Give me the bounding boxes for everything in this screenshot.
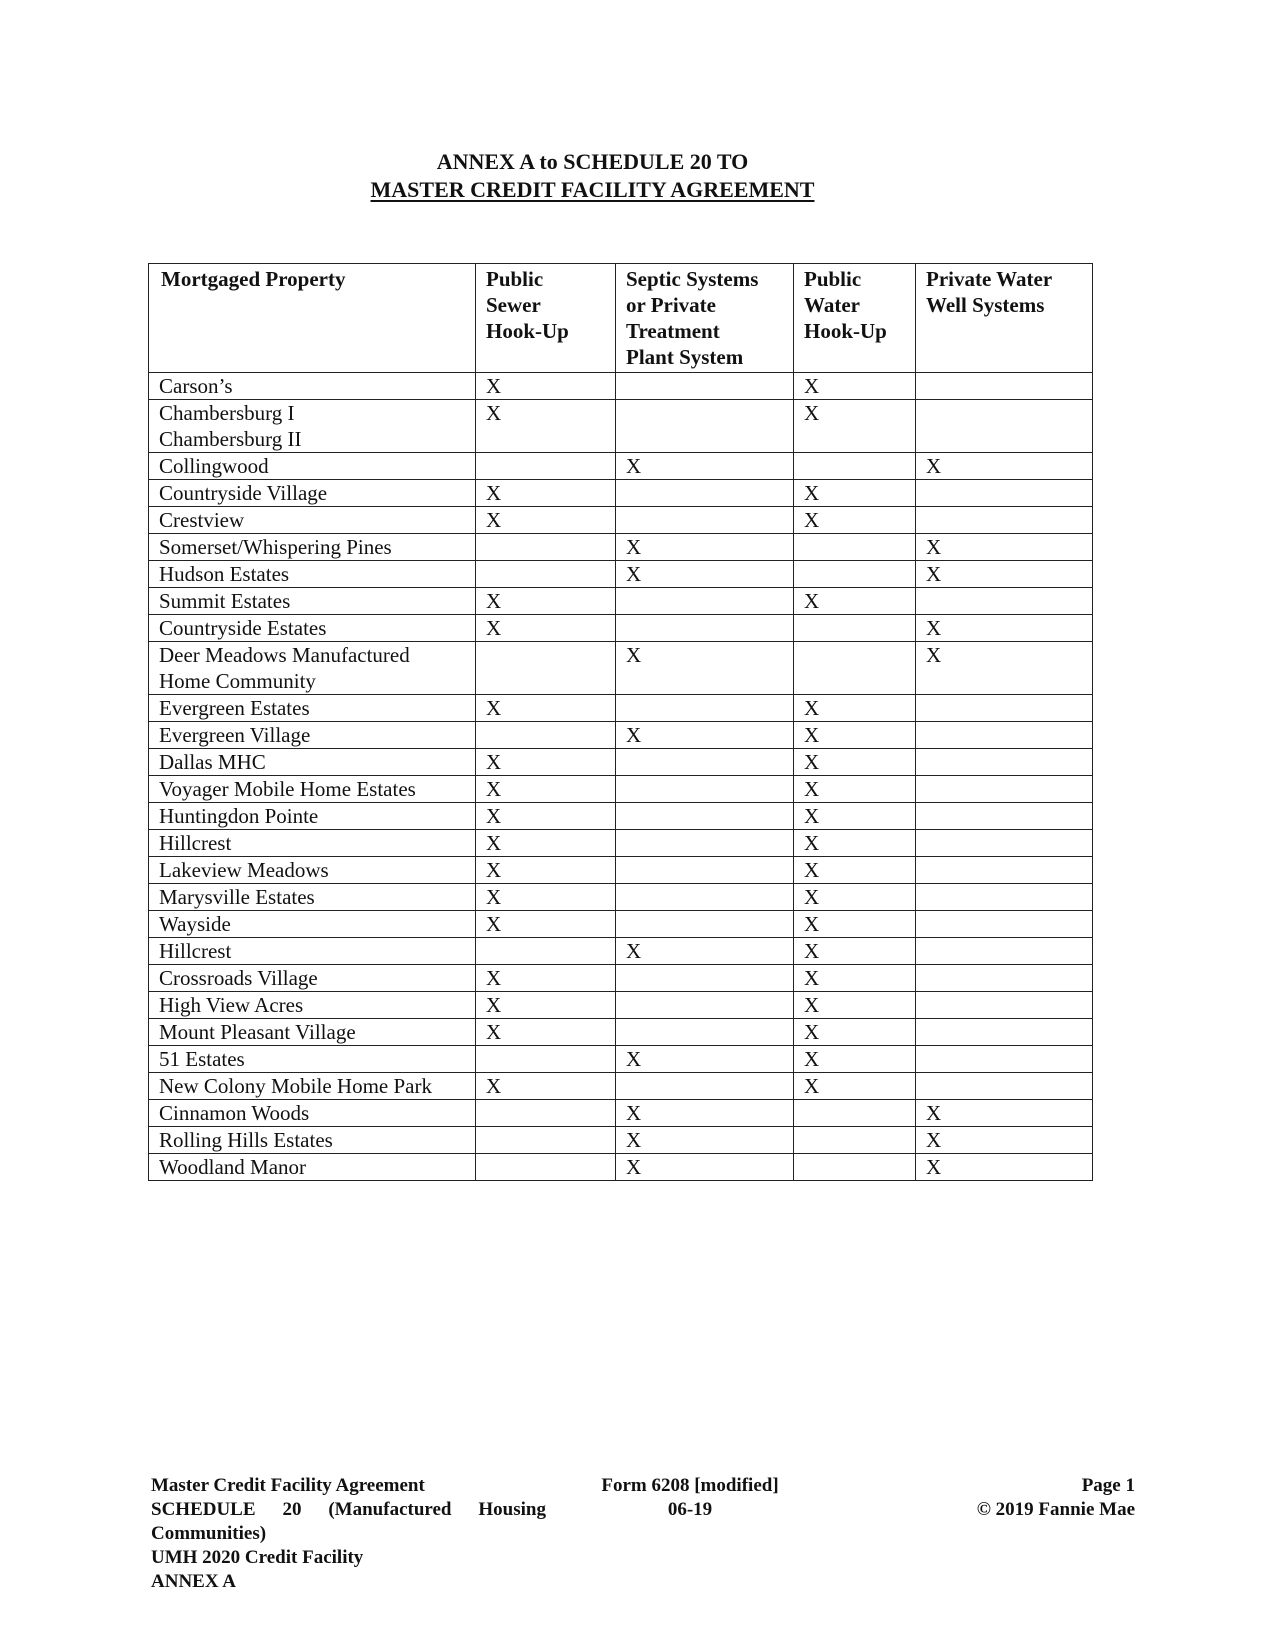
public-sewer-mark: [476, 938, 616, 965]
header-public-sewer: [476, 264, 616, 373]
footer-form-number: Form 6208 [modified]: [601, 1475, 779, 1496]
property-name: Crossroads Village: [159, 966, 318, 990]
private-well-mark: [916, 884, 1093, 911]
public-sewer-mark: [476, 1046, 616, 1073]
septic-system-mark: [616, 1073, 794, 1100]
property-name-cell: [149, 453, 476, 480]
public-water-mark: X: [794, 938, 916, 965]
private-well-mark: [916, 749, 1093, 776]
header-text-line: Hook-Up: [804, 319, 887, 343]
title-line-2: MASTER CREDIT FACILITY AGREEMENT: [370, 177, 815, 202]
public-sewer-mark: [476, 1154, 616, 1181]
property-name: Countryside Estates: [159, 616, 327, 640]
property-name: Dallas MHC: [159, 750, 266, 774]
property-table: [148, 263, 1093, 1181]
public-sewer-mark: X: [476, 776, 616, 803]
table-row: [149, 722, 1093, 749]
table-row: [149, 642, 1093, 695]
table-row: [149, 373, 1093, 400]
public-sewer-mark: [476, 453, 616, 480]
table-row: [149, 1046, 1093, 1073]
table-row: [149, 803, 1093, 830]
public-sewer-mark: [476, 722, 616, 749]
property-name: Chambersburg II: [159, 427, 302, 451]
property-name-cell: [149, 1046, 476, 1073]
public-sewer-mark: [476, 1100, 616, 1127]
property-name-cell: [149, 803, 476, 830]
public-water-mark: X: [794, 830, 916, 857]
property-name: Cinnamon Woods: [159, 1101, 310, 1125]
property-name: 51 Estates: [159, 1047, 245, 1071]
property-name-cell: [149, 561, 476, 588]
header-text-line: Septic Systems: [626, 267, 759, 291]
header-public-water: [794, 264, 916, 373]
private-well-mark: [916, 507, 1093, 534]
property-name-cell: [149, 749, 476, 776]
header-text-line: Mortgaged Property: [161, 267, 346, 291]
septic-system-mark: [616, 857, 794, 884]
property-name: Carson’s: [159, 374, 233, 398]
property-name-cell: [149, 1154, 476, 1181]
public-water-mark: X: [794, 480, 916, 507]
private-well-mark: [916, 803, 1093, 830]
property-name: Home Community: [159, 669, 316, 693]
property-name-cell: [149, 965, 476, 992]
property-name-cell: [149, 911, 476, 938]
public-sewer-mark: [476, 642, 616, 695]
septic-system-mark: [616, 830, 794, 857]
private-well-mark: [916, 588, 1093, 615]
property-name-cell: [149, 992, 476, 1019]
table-row: [149, 1019, 1093, 1046]
property-name-cell: [149, 830, 476, 857]
septic-system-mark: X: [616, 722, 794, 749]
private-well-mark: [916, 480, 1093, 507]
private-well-mark: X: [916, 534, 1093, 561]
property-name-cell: [149, 507, 476, 534]
public-water-mark: [794, 615, 916, 642]
header-text-line: Hook-Up: [486, 319, 569, 343]
private-well-mark: [916, 373, 1093, 400]
table-row: [149, 965, 1093, 992]
footer-communities: Communities): [151, 1523, 267, 1544]
public-sewer-mark: X: [476, 803, 616, 830]
public-sewer-mark: X: [476, 965, 616, 992]
public-sewer-mark: X: [476, 400, 616, 453]
private-well-mark: [916, 1073, 1093, 1100]
public-water-mark: [794, 1127, 916, 1154]
public-water-mark: X: [794, 695, 916, 722]
private-well-mark: X: [916, 453, 1093, 480]
septic-system-mark: X: [616, 534, 794, 561]
public-water-mark: X: [794, 1019, 916, 1046]
public-water-mark: X: [794, 749, 916, 776]
property-name: Collingwood: [159, 454, 269, 478]
footer-agreement-name: Master Credit Facility Agreement: [151, 1475, 425, 1496]
public-sewer-mark: X: [476, 480, 616, 507]
public-water-mark: X: [794, 400, 916, 453]
public-water-mark: X: [794, 776, 916, 803]
public-water-mark: X: [794, 803, 916, 830]
private-well-mark: X: [916, 1127, 1093, 1154]
public-sewer-mark: X: [476, 695, 616, 722]
septic-system-mark: X: [616, 1046, 794, 1073]
public-water-mark: X: [794, 1073, 916, 1100]
private-well-mark: [916, 695, 1093, 722]
septic-system-mark: [616, 480, 794, 507]
public-water-mark: X: [794, 857, 916, 884]
property-name: Evergreen Village: [159, 723, 311, 747]
table-row: [149, 453, 1093, 480]
property-name-cell: [149, 588, 476, 615]
footer-schedule-word: Housing: [478, 1499, 546, 1520]
footer-left: [151, 1474, 551, 1594]
public-water-mark: X: [794, 588, 916, 615]
public-water-mark: X: [794, 992, 916, 1019]
footer-form-date: 06-19: [667, 1499, 713, 1520]
header-text-line: Sewer: [486, 293, 541, 317]
public-sewer-mark: X: [476, 615, 616, 642]
public-water-mark: [794, 453, 916, 480]
septic-system-mark: X: [616, 938, 794, 965]
table-row: [149, 507, 1093, 534]
header-text-line: Private Water: [926, 267, 1053, 291]
property-name-cell: [149, 480, 476, 507]
property-name: Wayside: [159, 912, 231, 936]
public-sewer-mark: X: [476, 507, 616, 534]
private-well-mark: [916, 722, 1093, 749]
property-name-cell: [149, 1019, 476, 1046]
table-row: [149, 830, 1093, 857]
public-water-mark: [794, 642, 916, 695]
table-row: [149, 561, 1093, 588]
public-sewer-mark: X: [476, 749, 616, 776]
table-row: [149, 749, 1093, 776]
footer-schedule-word: 20: [282, 1499, 302, 1520]
public-sewer-mark: [476, 1127, 616, 1154]
septic-system-mark: [616, 507, 794, 534]
table-row: [149, 1073, 1093, 1100]
property-name: Summit Estates: [159, 589, 291, 613]
private-well-mark: X: [916, 1154, 1093, 1181]
property-name-cell: [149, 642, 476, 695]
table-row: [149, 400, 1093, 453]
public-sewer-mark: [476, 534, 616, 561]
private-well-mark: X: [916, 1100, 1093, 1127]
table-row: [149, 884, 1093, 911]
septic-system-mark: [616, 884, 794, 911]
public-sewer-mark: X: [476, 857, 616, 884]
footer-page-number: Page 1: [1081, 1475, 1135, 1496]
property-name: Crestview: [159, 508, 245, 532]
public-water-mark: X: [794, 373, 916, 400]
public-water-mark: [794, 534, 916, 561]
private-well-mark: [916, 992, 1093, 1019]
septic-system-mark: [616, 373, 794, 400]
property-name: Voyager Mobile Home Estates: [159, 777, 416, 801]
property-name: New Colony Mobile Home Park: [159, 1074, 432, 1098]
header-row: [149, 264, 1093, 373]
table-row: [149, 615, 1093, 642]
table-row: [149, 776, 1093, 803]
septic-system-mark: X: [616, 1127, 794, 1154]
table-row: [149, 588, 1093, 615]
property-name: Rolling Hills Estates: [159, 1128, 333, 1152]
footer-center: [575, 1474, 805, 1522]
footer-right: [880, 1474, 1135, 1522]
header-text-line: Public: [486, 267, 544, 291]
property-name-cell: [149, 722, 476, 749]
property-name: Lakeview Meadows: [159, 858, 329, 882]
header-text-line: Treatment: [626, 319, 720, 343]
property-name-cell: [149, 400, 476, 453]
property-name: Chambersburg I: [159, 401, 295, 425]
table-row: [149, 911, 1093, 938]
footer-schedule-word: (Manufactured: [328, 1499, 452, 1520]
public-water-mark: X: [794, 1046, 916, 1073]
public-water-mark: X: [794, 965, 916, 992]
property-name: Marysville Estates: [159, 885, 315, 909]
public-sewer-mark: X: [476, 1019, 616, 1046]
private-well-mark: [916, 938, 1093, 965]
private-well-mark: [916, 776, 1093, 803]
public-sewer-mark: X: [476, 373, 616, 400]
table-body: [149, 373, 1093, 1181]
public-water-mark: X: [794, 884, 916, 911]
septic-system-mark: [616, 749, 794, 776]
header-text-line: Plant System: [626, 345, 744, 369]
property-name: Hudson Estates: [159, 562, 290, 586]
property-name-cell: [149, 534, 476, 561]
property-name-cell: [149, 373, 476, 400]
table-row: [149, 992, 1093, 1019]
property-name: High View Acres: [159, 993, 304, 1017]
private-well-mark: [916, 1019, 1093, 1046]
property-name: Huntingdon Pointe: [159, 804, 319, 828]
header-text-line: or Private: [626, 293, 716, 317]
table-row: [149, 534, 1093, 561]
table-row: [149, 695, 1093, 722]
header-septic-systems: [616, 264, 794, 373]
private-well-mark: X: [916, 561, 1093, 588]
public-sewer-mark: X: [476, 884, 616, 911]
property-name: Somerset/Whispering Pines: [159, 535, 392, 559]
header-text-line: Water: [804, 293, 860, 317]
private-well-mark: X: [916, 615, 1093, 642]
table-row: [149, 1100, 1093, 1127]
private-well-mark: [916, 965, 1093, 992]
septic-system-mark: [616, 695, 794, 722]
public-sewer-mark: X: [476, 1073, 616, 1100]
public-water-mark: X: [794, 722, 916, 749]
table-row: [149, 1154, 1093, 1181]
septic-system-mark: X: [616, 561, 794, 588]
page-title: [0, 148, 1185, 204]
property-name-cell: [149, 857, 476, 884]
property-name-cell: [149, 938, 476, 965]
property-name: Evergreen Estates: [159, 696, 310, 720]
property-name-cell: [149, 1100, 476, 1127]
public-water-mark: X: [794, 911, 916, 938]
septic-system-mark: X: [616, 1154, 794, 1181]
footer-schedule-line: [151, 1498, 546, 1522]
property-name: Woodland Manor: [159, 1155, 307, 1179]
septic-system-mark: [616, 992, 794, 1019]
private-well-mark: [916, 911, 1093, 938]
property-name-cell: [149, 695, 476, 722]
septic-system-mark: [616, 615, 794, 642]
public-sewer-mark: X: [476, 830, 616, 857]
public-water-mark: X: [794, 507, 916, 534]
title-line-1: ANNEX A to SCHEDULE 20 TO: [436, 149, 749, 174]
footer-annex: ANNEX A: [151, 1571, 236, 1592]
public-water-mark: [794, 1100, 916, 1127]
table-row: [149, 480, 1093, 507]
public-sewer-mark: X: [476, 992, 616, 1019]
public-sewer-mark: [476, 561, 616, 588]
septic-system-mark: [616, 588, 794, 615]
table-row: [149, 857, 1093, 884]
private-well-mark: [916, 400, 1093, 453]
property-name: Deer Meadows Manufactured: [159, 643, 410, 667]
septic-system-mark: [616, 1019, 794, 1046]
property-name-cell: [149, 884, 476, 911]
septic-system-mark: [616, 400, 794, 453]
septic-system-mark: [616, 776, 794, 803]
septic-system-mark: X: [616, 453, 794, 480]
property-name: Hillcrest: [159, 831, 232, 855]
header-text-line: Well Systems: [926, 293, 1045, 317]
footer-copyright: © 2019 Fannie Mae: [976, 1499, 1135, 1520]
property-name: Mount Pleasant Village: [159, 1020, 356, 1044]
header-text-line: Public: [804, 267, 862, 291]
property-name: Countryside Village: [159, 481, 328, 505]
property-name-cell: [149, 615, 476, 642]
public-sewer-mark: X: [476, 588, 616, 615]
property-name: Hillcrest: [159, 939, 232, 963]
septic-system-mark: X: [616, 1100, 794, 1127]
public-sewer-mark: X: [476, 911, 616, 938]
footer-credit-facility: UMH 2020 Credit Facility: [151, 1547, 364, 1568]
public-water-mark: [794, 1154, 916, 1181]
table-row: [149, 1127, 1093, 1154]
public-water-mark: [794, 561, 916, 588]
septic-system-mark: [616, 965, 794, 992]
property-name-cell: [149, 1127, 476, 1154]
private-well-mark: X: [916, 642, 1093, 695]
table-row: [149, 938, 1093, 965]
private-well-mark: [916, 857, 1093, 884]
septic-system-mark: X: [616, 642, 794, 695]
property-name-cell: [149, 776, 476, 803]
footer-schedule-word: SCHEDULE: [151, 1499, 256, 1520]
header-private-water: [916, 264, 1093, 373]
septic-system-mark: [616, 803, 794, 830]
property-name-cell: [149, 1073, 476, 1100]
septic-system-mark: [616, 911, 794, 938]
header-mortgaged-property: [149, 264, 476, 373]
private-well-mark: [916, 830, 1093, 857]
private-well-mark: [916, 1046, 1093, 1073]
